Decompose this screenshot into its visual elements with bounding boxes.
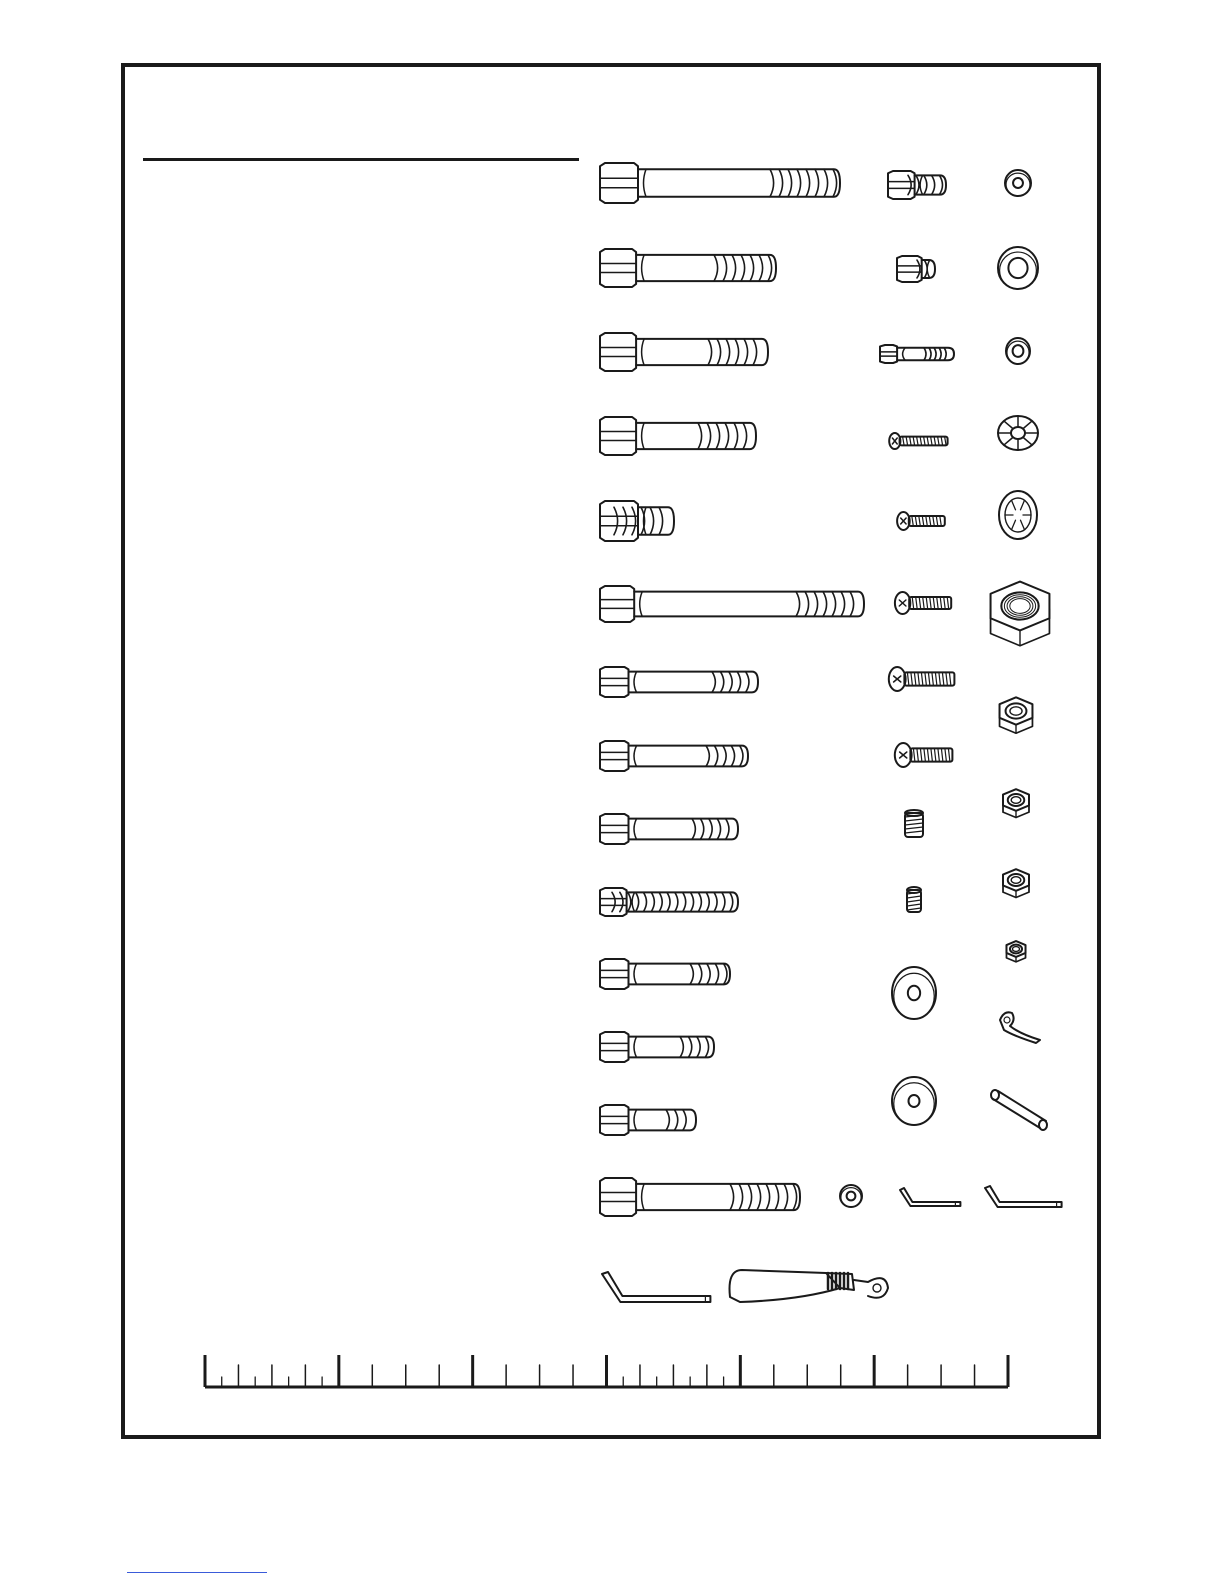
machine-screw-icon (895, 743, 953, 767)
hex-bolt-icon (600, 586, 864, 622)
hex-bolt-icon (600, 333, 768, 371)
hex-bolt-icon (600, 959, 730, 989)
hex-bolt-icon (600, 1032, 714, 1062)
washer-icon (840, 1185, 862, 1207)
washer-icon (1005, 170, 1031, 196)
machine-screw-icon (889, 667, 955, 691)
hex-bolt-icon (600, 501, 674, 541)
hex-bolt-icon (880, 345, 954, 363)
bottom-row-hardware (602, 1185, 1062, 1302)
washer-icon (892, 1077, 936, 1125)
footer-link-underline[interactable] (127, 1572, 267, 1573)
hex-bolt-icon (888, 171, 946, 199)
set-screw-icon (907, 887, 921, 912)
clamp-lever-icon (1000, 1012, 1040, 1043)
lock-nut-icon (1000, 697, 1033, 733)
hex-key-icon (602, 1272, 710, 1302)
pin-icon (991, 1090, 1047, 1130)
snap-hook-handle-icon (730, 1270, 889, 1302)
washer-icon (998, 247, 1038, 289)
lock-nut-icon (1003, 869, 1029, 897)
hex-bolt-icon (600, 163, 840, 203)
lock-nut-icon (1003, 789, 1029, 817)
lock-nut-icon (1006, 941, 1025, 962)
hex-bolt-icon (897, 256, 935, 282)
machine-screw-icon (889, 433, 947, 449)
long-bolts-column (600, 163, 864, 1216)
hex-key-icon (900, 1188, 960, 1206)
hex-bolt-icon (600, 1105, 696, 1135)
push-nut-icon (999, 491, 1037, 539)
hex-bolt-icon (600, 417, 756, 455)
hex-key-icon (985, 1186, 1062, 1207)
hex-bolt-icon (600, 667, 758, 697)
hex-nut-icon (991, 582, 1050, 646)
washer-icon (892, 967, 936, 1019)
hex-bolt-icon (600, 741, 748, 771)
machine-screw-icon (895, 592, 951, 614)
washer-icon (1006, 338, 1030, 364)
star-washer-icon (998, 416, 1038, 450)
set-screw-icon (905, 810, 923, 837)
measurement-ruler (205, 1355, 1008, 1387)
hex-bolt-icon (600, 249, 776, 287)
machine-screw-icon (897, 512, 945, 530)
hex-bolt-icon (600, 1178, 800, 1216)
hex-bolt-icon (600, 888, 738, 916)
short-screws-column (880, 171, 954, 1125)
hex-bolt-icon (600, 814, 738, 844)
washers-nuts-column (991, 170, 1050, 1130)
